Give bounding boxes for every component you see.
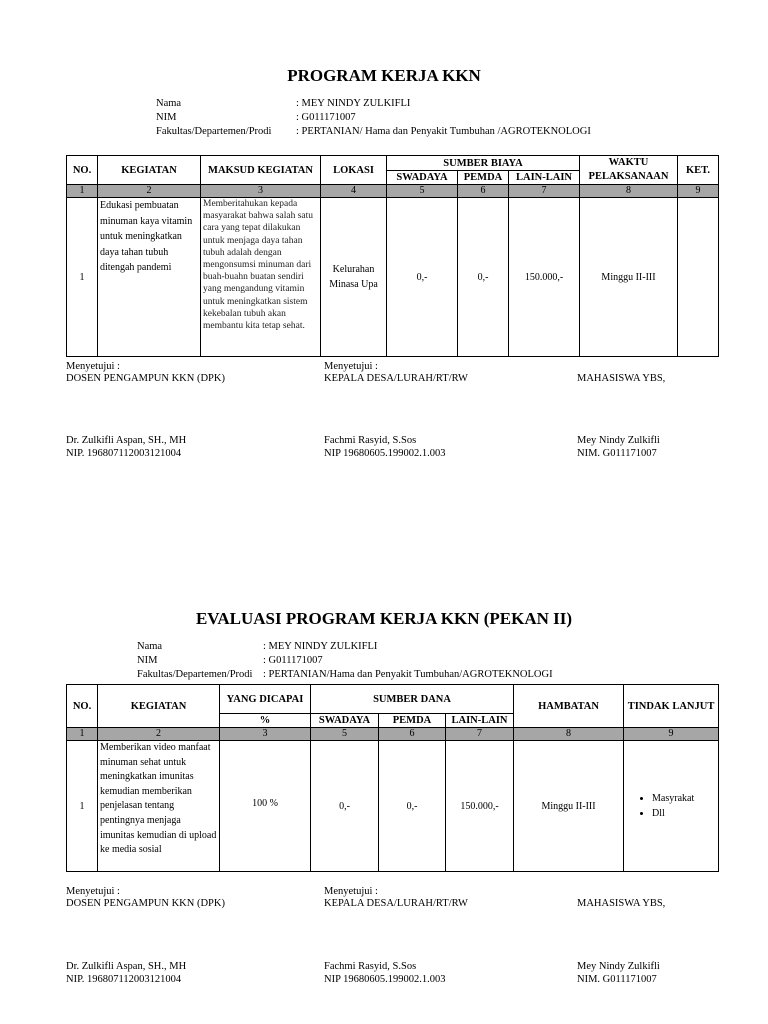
column-number-row xyxy=(67,728,719,741)
column-number: 6 xyxy=(379,728,446,741)
list-item: • Masyrakat xyxy=(652,791,716,806)
header-no: NO. xyxy=(67,156,98,185)
dpk-name: Dr. Zulkifli Aspan, SH., MH xyxy=(66,961,187,972)
column-number-row xyxy=(67,185,719,198)
row-hambatan: Minggu II-III xyxy=(514,741,624,872)
column-number: 3 xyxy=(201,185,321,198)
dpk-approval-label: Menyetujui : xyxy=(66,886,120,897)
column-number: 3 xyxy=(220,728,311,741)
header-swadaya: SWADAYA xyxy=(387,171,458,185)
header-yang-dicapai: YANG DICAPAI xyxy=(220,685,311,714)
student-nim: NIM. G011171007 xyxy=(577,448,657,459)
column-number: 1 xyxy=(67,728,98,741)
header-hambatan: HAMBATAN xyxy=(514,685,624,728)
lurah-nip: NIP 19680605.199002.1.003 xyxy=(324,448,446,459)
header-pemda: PEMDA xyxy=(379,714,446,728)
program-table xyxy=(66,155,719,357)
nama-label: Nama xyxy=(156,98,182,109)
header-pemda: PEMDA xyxy=(458,171,509,185)
header-ket: KET. xyxy=(678,156,719,185)
dpk-name: Dr. Zulkifli Aspan, SH., MH xyxy=(66,435,187,446)
column-number: 9 xyxy=(624,728,719,741)
header-sumber-dana: SUMBER DANA xyxy=(311,685,514,714)
nim-label: NIM xyxy=(137,655,158,666)
student-nim: NIM. G011171007 xyxy=(577,974,657,985)
column-number: 2 xyxy=(98,728,220,741)
lurah-name: Fachmi Rasyid, S.Sos xyxy=(324,961,417,972)
row-pemda: 0,- xyxy=(379,741,446,872)
row-swadaya: 0,- xyxy=(387,198,458,357)
header-no: NO. xyxy=(67,685,98,728)
lurah-approval-label: Menyetujui : xyxy=(324,886,378,897)
row-ket xyxy=(678,198,719,357)
header-lain-lain: LAIN-LAIN xyxy=(509,171,580,185)
header-kegiatan: KEGIATAN xyxy=(98,685,220,728)
fakultas-value: : PERTANIAN/Hama dan Penyakit Tumbuhan/AGROTEKNOLOGI xyxy=(263,669,553,680)
header-kegiatan: KEGIATAN xyxy=(98,156,201,185)
header-swadaya: SWADAYA xyxy=(311,714,379,728)
student-name: Mey Nindy Zulkifli xyxy=(577,435,660,446)
lurah-approval-label: Menyetujui : xyxy=(324,361,378,372)
nama-value: : MEY NINDY ZULKIFLI xyxy=(296,98,411,109)
dpk-role: DOSEN PENGAMPUN KKN (DPK) xyxy=(66,373,225,384)
column-number: 7 xyxy=(509,185,580,198)
column-number: 6 xyxy=(458,185,509,198)
column-number: 2 xyxy=(98,185,201,198)
nim-value: : G011171007 xyxy=(263,655,323,666)
row-tindak-lanjut xyxy=(624,741,719,872)
evaluasi-student-info xyxy=(137,640,677,682)
column-number: 8 xyxy=(580,185,678,198)
lurah-role: KEPALA DESA/LURAH/RT/RW xyxy=(324,373,468,384)
fakultas-label: Fakultas/Departemen/Prodi xyxy=(137,669,253,680)
table-row xyxy=(67,741,719,872)
fakultas-value: : PERTANIAN/ Hama dan Penyakit Tumbuhan /AGROTEKNOLOGI xyxy=(296,126,591,137)
row-pemda: 0,- xyxy=(458,198,509,357)
evaluasi-title: EVALUASI PROGRAM KERJA KKN (PEKAN II) xyxy=(195,609,573,628)
table-row xyxy=(67,198,719,357)
program-student-info xyxy=(156,97,676,139)
nama-value: : MEY NINDY ZULKIFLI xyxy=(263,641,378,652)
list-item: • Dll xyxy=(652,806,716,821)
dpk-nip: NIP. 196807112003121004 xyxy=(66,974,182,985)
student-role: MAHASISWA YBS, xyxy=(577,373,666,384)
row-kegiatan: Memberikan video manfaat minuman sehat untuk meningkatkan imunitas kemudian memberikan penjelasan tentang pentingnya menjaga imunitas kemudian di upload ke media sosial xyxy=(98,741,220,872)
header-waktu: WAKTU PELAKSANAAN xyxy=(580,156,678,185)
row-kegiatan: Edukasi pembuatan minuman kaya vitamin untuk meningkatkan daya tahan tubuh ditengah pandemi xyxy=(98,198,201,357)
lurah-name: Fachmi Rasyid, S.Sos xyxy=(324,435,417,446)
header-maksud: MAKSUD KEGIATAN xyxy=(201,156,321,185)
header-lokasi: LOKASI xyxy=(321,156,387,185)
dpk-approval-label: Menyetujui : xyxy=(66,361,120,372)
row-no: 1 xyxy=(67,198,98,357)
row-lokasi: Kelurahan Minasa Upa xyxy=(321,198,387,357)
row-dicapai: 100 % xyxy=(220,741,311,872)
column-number: 1 xyxy=(67,185,98,198)
header-lain-lain: LAIN-LAIN xyxy=(446,714,514,728)
column-number: 5 xyxy=(311,728,379,741)
nim-value: : G011171007 xyxy=(296,112,356,123)
lurah-nip: NIP 19680605.199002.1.003 xyxy=(324,974,446,985)
column-number: 4 xyxy=(321,185,387,198)
column-number: 9 xyxy=(678,185,719,198)
row-swadaya: 0,- xyxy=(311,741,379,872)
row-maksud: Memberitahukan kepada masyarakat bahwa salah satu cara yang tepat dilakukan untuk menjaga daya tahan tubuh adalah dengan mengonsumsi minuman dari buah-buahn buatan sendiri yang mengandung vitamin untuk meningkatkan sistem kekebalan tubuh akan membantu kita tetap sehat. xyxy=(201,198,321,357)
nim-label: NIM xyxy=(156,112,177,123)
student-role: MAHASISWA YBS, xyxy=(577,898,666,909)
dpk-role: DOSEN PENGAMPUN KKN (DPK) xyxy=(66,898,225,909)
column-number: 5 xyxy=(387,185,458,198)
evaluasi-table xyxy=(66,684,719,872)
column-number: 7 xyxy=(446,728,514,741)
nama-label: Nama xyxy=(137,641,163,652)
fakultas-label: Fakultas/Departemen/Prodi xyxy=(156,126,272,137)
row-lain-lain: 150.000,- xyxy=(446,741,514,872)
dpk-nip: NIP. 196807112003121004 xyxy=(66,448,182,459)
tindak-lanjut-list xyxy=(626,791,716,821)
row-no: 1 xyxy=(67,741,98,872)
row-lain-lain: 150.000,- xyxy=(509,198,580,357)
row-waktu: Minggu II-III xyxy=(580,198,678,357)
header-tindak-lanjut: TINDAK LANJUT xyxy=(624,685,719,728)
student-name: Mey Nindy Zulkifli xyxy=(577,961,660,972)
column-number: 8 xyxy=(514,728,624,741)
header-persen: % xyxy=(220,714,311,728)
header-sumber-biaya: SUMBER BIAYA xyxy=(387,156,580,171)
program-title: PROGRAM KERJA KKN xyxy=(287,66,481,85)
lurah-role: KEPALA DESA/LURAH/RT/RW xyxy=(324,898,468,909)
